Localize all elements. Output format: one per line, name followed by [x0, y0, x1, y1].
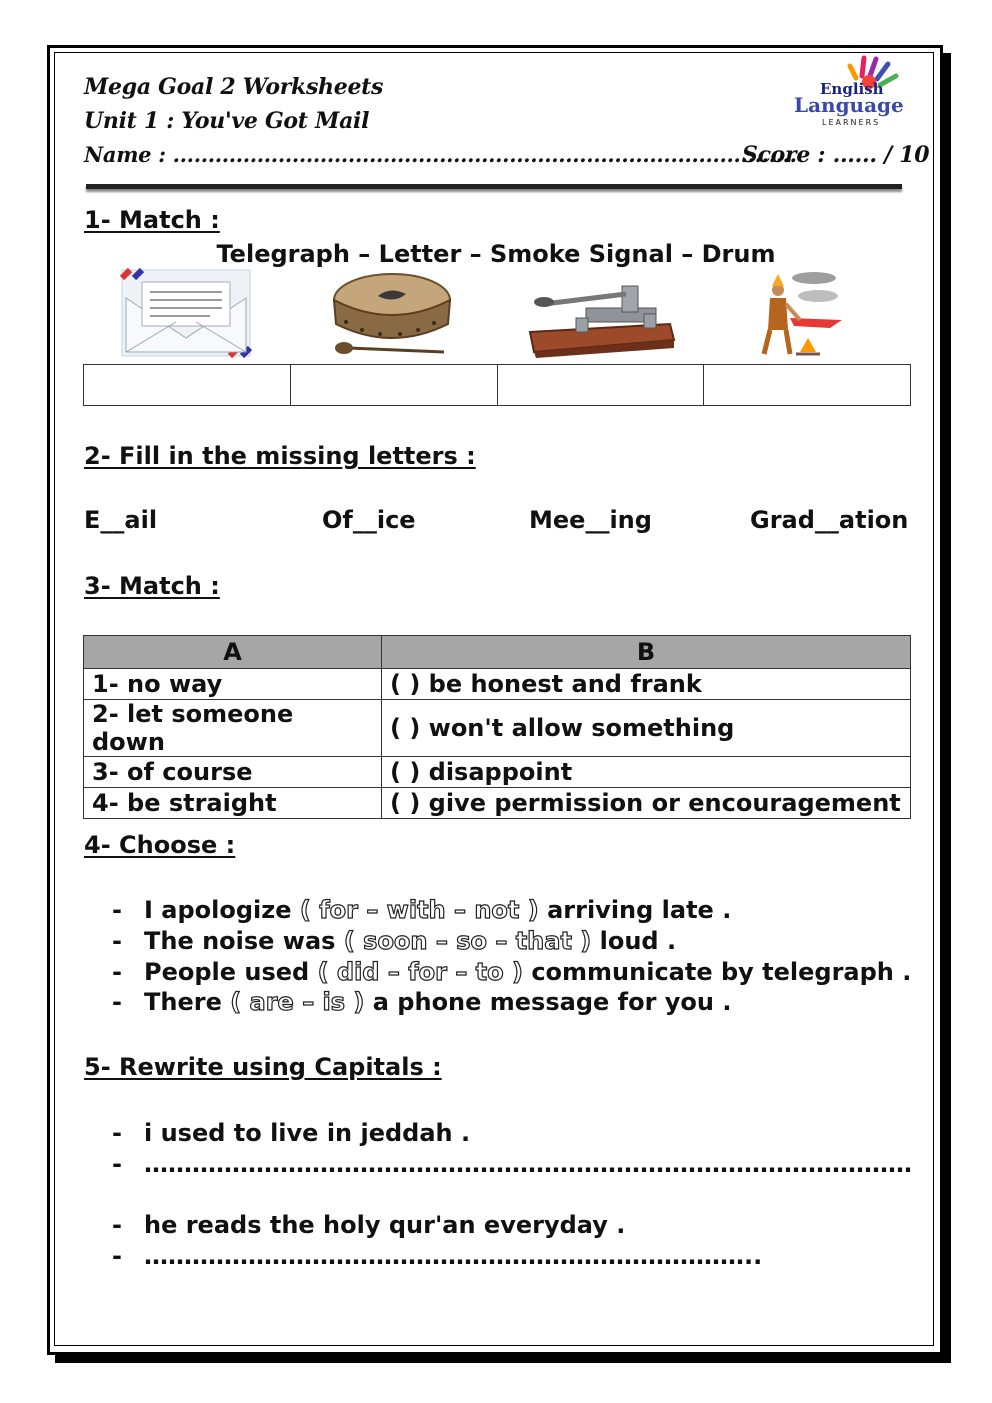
section4-title: 4- Choose : [84, 831, 236, 859]
choose-text-before: There [144, 988, 231, 1016]
smoke-signal-picture [756, 268, 844, 358]
rewrite-sentence-text: he reads the holy qur'an everyday . [144, 1211, 626, 1239]
match-a-cell: 2- let someone down [84, 700, 382, 757]
match-a-cell: 3- of course [84, 757, 382, 788]
rewrite-answer-blank[interactable]: ………………………………………………………………….. [144, 1242, 763, 1270]
match-b-cell[interactable]: ( ) give permission or encouragement [382, 788, 911, 819]
logo-text-language: Language [794, 93, 904, 117]
choose-item-4 [112, 988, 731, 1016]
match-a-cell: 1- no way [84, 669, 382, 700]
choose-text-after: a phone message for you . [364, 988, 732, 1016]
missing-letters-word-3: Mee__ing [529, 506, 652, 534]
section2-title: 2- Fill in the missing letters : [84, 442, 476, 470]
column-a-header: A [84, 636, 382, 669]
section3-title: 3- Match : [84, 572, 220, 600]
table-row [84, 669, 911, 700]
english-language-learners-logo [792, 54, 916, 130]
answer-box-3[interactable] [497, 365, 704, 406]
telegraph-key-picture [526, 268, 678, 358]
choose-text-after: communicate by telegraph . [522, 958, 912, 986]
section5-title: 5- Rewrite using Capitals : [84, 1053, 442, 1081]
bullet-dash: - [112, 1211, 122, 1239]
bullet-dash: - [112, 958, 122, 986]
choose-text-before: I apologize [144, 896, 300, 924]
bullet-dash: - [112, 927, 122, 955]
matching-table [83, 635, 911, 819]
choose-text-before: The noise was [144, 927, 344, 955]
envelope-letter-picture [120, 268, 252, 358]
rewrite-sentence-2 [112, 1211, 625, 1239]
match-b-cell[interactable]: ( ) disappoint [382, 757, 911, 788]
section1-title: 1- Match : [84, 206, 220, 234]
score-line: Score : ...... / 10 [742, 142, 930, 168]
choose-text-after: arriving late . [538, 896, 732, 924]
match-b-cell[interactable]: ( ) won't allow something [382, 700, 911, 757]
answer-box-1[interactable] [84, 365, 291, 406]
choose-text-before: People used [144, 958, 318, 986]
answer-box-4[interactable] [704, 365, 911, 406]
logo-text-english: English [820, 80, 884, 98]
choose-options[interactable]: ( for – with – not ) [299, 896, 539, 924]
choose-options[interactable]: ( did – for – to ) [317, 958, 523, 986]
picture-answer-table [83, 364, 911, 406]
column-b-header: B [382, 636, 911, 669]
word-bank: Telegraph – Letter – Smoke Signal – Drum [216, 240, 776, 268]
header-divider [86, 184, 902, 189]
choose-options[interactable]: ( are – is ) [230, 988, 365, 1016]
bullet-dash: - [112, 896, 122, 924]
bullet-dash: - [112, 1119, 122, 1147]
worksheet-title: Mega Goal 2 Worksheets [84, 74, 384, 100]
rewrite-sentence-1 [112, 1119, 470, 1147]
answer-box-2[interactable] [290, 365, 497, 406]
table-row [84, 757, 911, 788]
choose-item-2 [112, 927, 676, 955]
rewrite-answer-line-2 [112, 1242, 762, 1270]
match-b-cell[interactable]: ( ) be honest and frank [382, 669, 911, 700]
bullet-dash: - [112, 988, 122, 1016]
name-line: Name : ......................................................................................... [84, 142, 797, 167]
choose-options[interactable]: ( soon – so – that ) [343, 927, 592, 955]
choose-item-1 [112, 896, 731, 924]
missing-letters-word-2: Of__ice [322, 506, 416, 534]
choose-item-3 [112, 958, 911, 986]
bullet-dash: - [112, 1150, 122, 1178]
missing-letters-word-4: Grad__ation [750, 506, 909, 534]
missing-letters-word-1: E__ail [84, 506, 158, 534]
bullet-dash: - [112, 1242, 122, 1270]
table-row [84, 700, 911, 757]
match-a-cell: 4- be straight [84, 788, 382, 819]
choose-text-after: loud . [591, 927, 677, 955]
drum-picture [328, 268, 454, 358]
logo-text-learners: LEARNERS [822, 118, 881, 127]
rewrite-answer-line-1 [112, 1150, 912, 1178]
unit-title: Unit 1 : You've Got Mail [84, 108, 370, 134]
rewrite-answer-blank[interactable]: …………………………………………………………………………………… [144, 1150, 912, 1178]
rewrite-sentence-text: i used to live in jeddah . [144, 1119, 471, 1147]
table-row [84, 788, 911, 819]
